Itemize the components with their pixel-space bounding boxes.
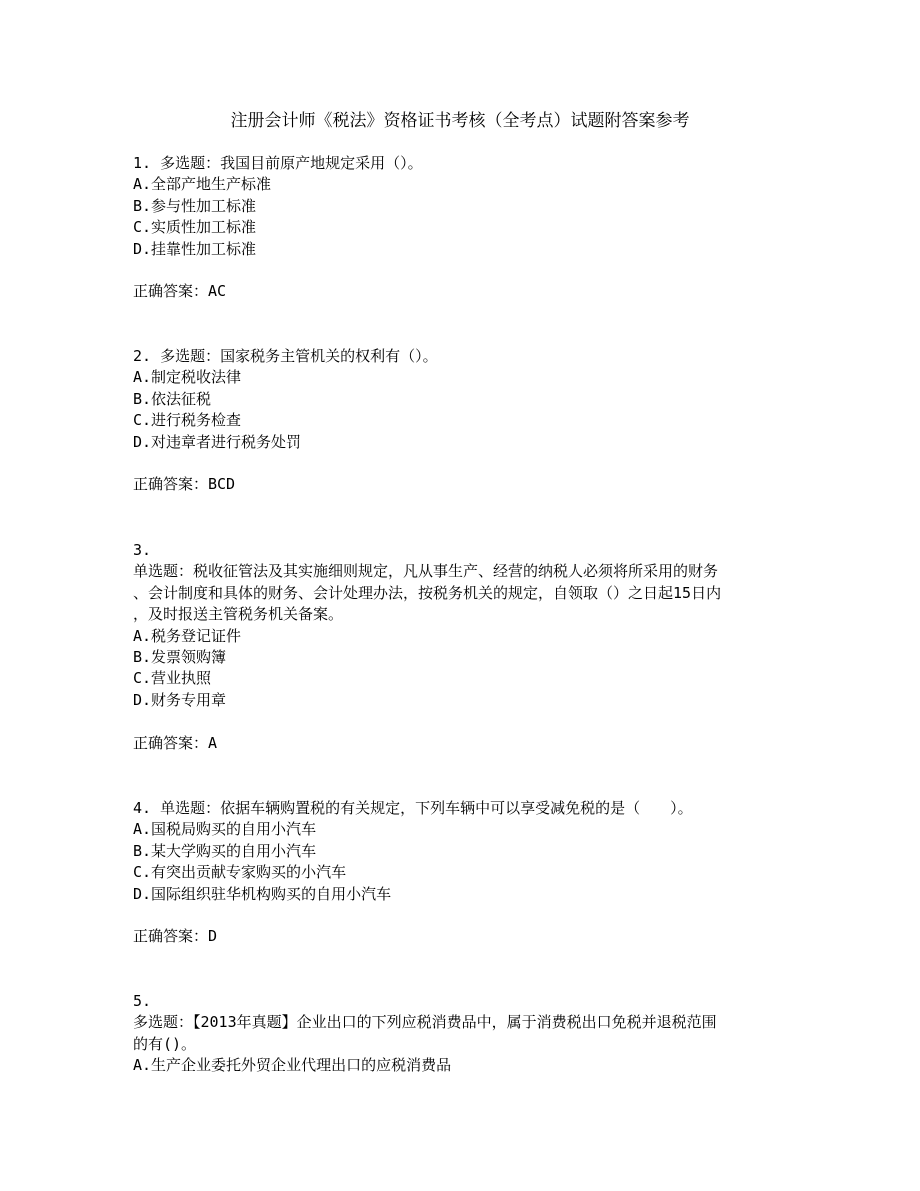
question-stem-line: 、会计制度和具体的财务、会计处理办法，按税务机关的规定，自领取（）之日起15日内 [133,583,722,602]
option-b: B.依法征税 [133,389,212,408]
question-1 [133,153,793,303]
option-c: C.进行税务检查 [133,411,242,430]
option-a: A.税务登记证件 [133,626,242,645]
question-4 [133,798,793,948]
option-d: D.国际组织驻华机构购买的自用小汽车 [133,884,392,903]
question-stem: 2. 多选题：国家税务主管机关的权利有（）。 [133,347,438,365]
option-b: B.参与性加工标准 [133,196,257,215]
question-stem: 1. 多选题：我国目前原产地规定采用（）。 [133,154,423,172]
question-stem-line: 多选题：【2013年真题】企业出口的下列应税消费品中，属于消费税出口免税并退税范围 [133,1013,717,1032]
question-2 [133,346,793,496]
option-d: D.财务专用章 [133,690,227,709]
question-number: 3. [133,541,152,559]
correct-answer: 正确答案：D [133,927,218,946]
option-a: A.生产企业委托外贸企业代理出口的应税消费品 [133,1056,452,1075]
option-a: A.国税局购买的自用小汽车 [133,820,317,839]
option-b: B.发票领购簿 [133,648,227,667]
option-c: C.实质性加工标准 [133,218,257,237]
question-stem: 4. 单选题：依据车辆购置税的有关规定，下列车辆中可以享受减免税的是（ ）。 [133,799,693,817]
question-number: 5. [133,992,152,1010]
question-stem-line: ，及时报送主管税务机关备案。 [133,605,344,624]
page-title: 注册会计师《税法》资格证书考核（全考点）试题附答案参考 [230,111,690,131]
option-c: C.有突出贡献专家购买的小汽车 [133,863,347,882]
correct-answer: 正确答案：A [133,733,218,752]
option-c: C.营业执照 [133,669,212,688]
option-a: A.制定税收法律 [133,368,242,387]
option-d: D.挂靠性加工标准 [133,239,257,258]
question-stem-line: 的有()。 [133,1034,197,1053]
question-3 [133,540,793,754]
option-b: B.某大学购买的自用小汽车 [133,841,317,860]
correct-answer: 正确答案：AC [133,282,227,301]
question-stem-line: 单选题：税收征管法及其实施细则规定，凡从事生产、经营的纳税人必须将所采用的财务 [133,562,719,581]
question-5 [133,991,793,1077]
option-a: A.全部产地生产标准 [133,175,272,194]
correct-answer: 正确答案：BCD [133,475,236,494]
option-d: D.对违章者进行税务处罚 [133,432,302,451]
